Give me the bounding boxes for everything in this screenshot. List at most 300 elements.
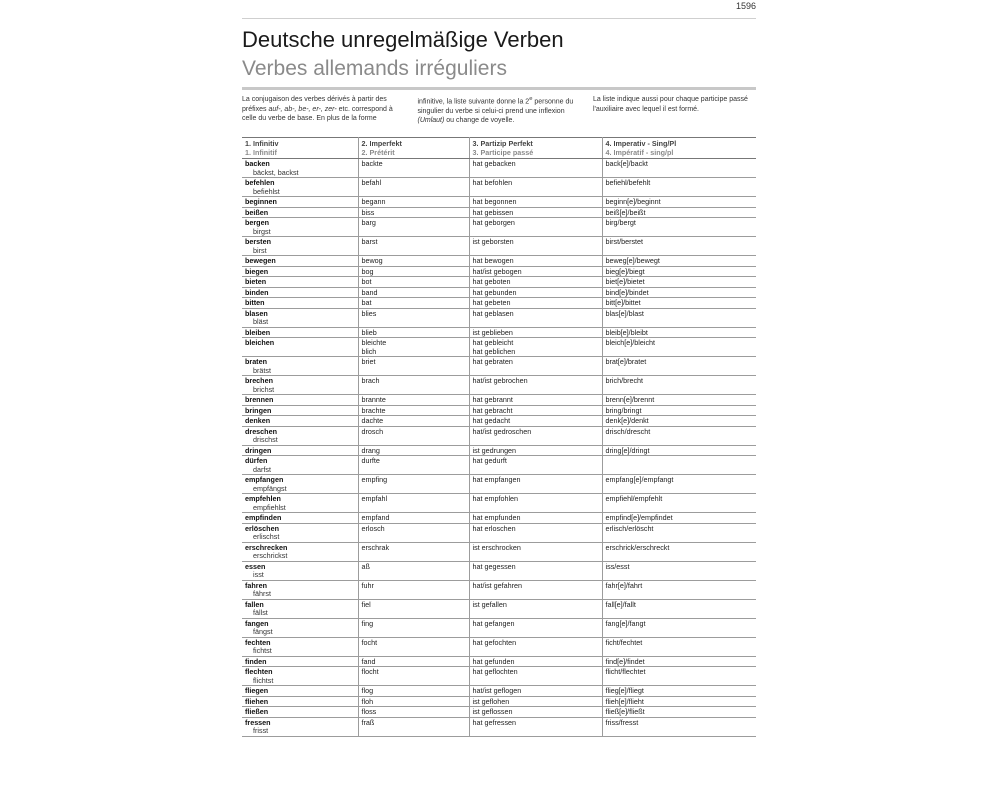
- imperative-form: back[e]/backt: [605, 159, 648, 168]
- infinitive: fressen: [245, 717, 271, 727]
- intro-column-1: [242, 95, 405, 126]
- imperfect-cell: [358, 287, 469, 298]
- imperfect-form: bog: [361, 266, 374, 276]
- imperative-cell: [602, 523, 756, 542]
- imperative-form: birst/berstet: [605, 237, 644, 246]
- imperfect-cell: [358, 667, 469, 686]
- imperfect-cell: [358, 277, 469, 288]
- infinitive-cell: [242, 256, 358, 267]
- participle-form: hat geboten: [472, 277, 511, 286]
- imperative-form: empfang[e]/empfangt: [605, 475, 674, 484]
- intro-text: [242, 95, 756, 126]
- infinitive: dringen: [245, 445, 272, 455]
- imperative-cell: [602, 357, 756, 376]
- imperative-form: fließ[e]/fließt: [605, 707, 645, 716]
- imperfect-form: befahl: [361, 178, 382, 187]
- table-row: [242, 445, 756, 456]
- imperfect-form: blieb: [361, 327, 377, 337]
- imperative-form: brat[e]/bratet: [605, 357, 647, 366]
- table-row: [242, 656, 756, 667]
- infinitive: bieten: [245, 277, 267, 286]
- second-person-form: erlischst: [253, 532, 280, 541]
- imperfect-form: fuhr: [361, 580, 374, 590]
- imperative-form: fall[e]/fallt: [605, 599, 636, 609]
- imperfect-cell: [358, 327, 469, 338]
- imperative-form: brenn[e]/brennt: [605, 395, 655, 404]
- participle-cell: [469, 456, 602, 475]
- verb-table-body: [242, 159, 756, 737]
- infinitive-cell: [242, 580, 358, 599]
- imperfect-form: fraß: [361, 717, 375, 727]
- participle-form: hat gebraten: [472, 357, 513, 366]
- imperfect-form: flog: [361, 686, 374, 695]
- participle-cell: [469, 159, 602, 178]
- imperfect-form: bewog: [361, 256, 383, 265]
- second-person-form: frisst: [253, 726, 269, 735]
- participle-form: hat begonnen: [472, 197, 517, 206]
- intro-superscript: e: [529, 96, 533, 102]
- table-row: [242, 376, 756, 395]
- imperative-form: denk[e]/denkt: [605, 416, 649, 425]
- imperfect-form: bleichte: [361, 338, 387, 347]
- participle-cell: [469, 542, 602, 561]
- imperfect-cell: [358, 405, 469, 416]
- infinitive: essen: [245, 561, 266, 571]
- infinitive-cell: [242, 207, 358, 218]
- imperative-form: birg/bergt: [605, 218, 636, 227]
- imperative-form: iss/esst: [605, 561, 630, 571]
- participle-cell: [469, 405, 602, 416]
- participle-cell: [469, 287, 602, 298]
- participle-cell: [469, 298, 602, 309]
- participle-cell: [469, 618, 602, 637]
- intro-text-segment: La conjugaison des verbes dérivés à partir des préfixes: [242, 96, 387, 113]
- participle-cell: [469, 308, 602, 327]
- participle-form: hat empfunden: [472, 513, 521, 522]
- imperfect-cell: [358, 599, 469, 618]
- second-person-form: darfst: [253, 464, 271, 474]
- second-person-form: bäckst, backst: [253, 167, 299, 177]
- imperfect-form: dachte: [361, 416, 384, 425]
- participle-form: hat/ist gefahren: [472, 580, 523, 590]
- table-row: [242, 207, 756, 218]
- imperative-form: bind[e]/bindet: [605, 287, 649, 297]
- participle-cell: [469, 707, 602, 718]
- participle-form: hat gedacht: [472, 416, 511, 425]
- page-title-german: Deutsche unregelmäßige Verben: [242, 27, 564, 52]
- participle-cell: [469, 637, 602, 656]
- table-row: [242, 416, 756, 427]
- infinitive-cell: [242, 707, 358, 718]
- second-person-form: brätst: [253, 365, 271, 375]
- imperfect-cell: [358, 197, 469, 208]
- column-header-french: 1. Infinitif: [245, 147, 277, 157]
- infinitive: blasen: [245, 308, 268, 318]
- second-person-form: fängst: [253, 627, 273, 636]
- infinitive: binden: [245, 287, 269, 297]
- infinitive: bleiben: [245, 327, 271, 337]
- participle-cell: [469, 376, 602, 395]
- imperative-form: beweg[e]/bewegt: [605, 256, 660, 265]
- table-row: [242, 237, 756, 256]
- infinitive: braten: [245, 357, 267, 366]
- participle-form: hat gebrannt: [472, 395, 513, 404]
- imperative-form: blas[e]/blast: [605, 308, 644, 318]
- infinitive-cell: [242, 197, 358, 208]
- imperfect-form: brach: [361, 376, 380, 385]
- participle-form: hat/ist gebrochen: [472, 376, 528, 385]
- table-row: [242, 475, 756, 494]
- column-header-french: 2. Prétérit: [361, 147, 395, 157]
- participle-form: ist geflohen: [472, 696, 510, 706]
- imperfect-cell: [358, 513, 469, 524]
- imperfect-cell: [358, 395, 469, 406]
- infinitive-cell: [242, 696, 358, 707]
- imperfect-form: brannte: [361, 395, 386, 404]
- participle-form: ist gedrungen: [472, 445, 517, 455]
- imperfect-cell: [358, 426, 469, 445]
- infinitive: flechten: [245, 667, 273, 676]
- table-row: [242, 637, 756, 656]
- imperative-form: beiß[e]/beißt: [605, 207, 646, 217]
- imperative-form: flieh[e]/flieht: [605, 696, 644, 706]
- imperfect-cell: [358, 338, 469, 357]
- infinitive-cell: [242, 445, 358, 456]
- infinitive-cell: [242, 618, 358, 637]
- participle-cell: [469, 395, 602, 406]
- infinitive: fliehen: [245, 696, 269, 706]
- imperative-form: dring[e]/dringt: [605, 445, 650, 455]
- imperative-cell: [602, 376, 756, 395]
- table-row: [242, 717, 756, 736]
- infinitive: biegen: [245, 266, 269, 276]
- participle-form: ist gefallen: [472, 599, 507, 609]
- imperative-cell: [602, 580, 756, 599]
- imperative-cell: [602, 197, 756, 208]
- imperative-cell: [602, 266, 756, 277]
- imperative-cell: [602, 599, 756, 618]
- participle-cell: [469, 237, 602, 256]
- imperfect-cell: [358, 218, 469, 237]
- infinitive: fahren: [245, 580, 267, 590]
- imperative-form: fahr[e]/fahrt: [605, 580, 643, 590]
- table-row: [242, 456, 756, 475]
- imperfect-form: fand: [361, 656, 376, 666]
- participle-cell: [469, 338, 602, 357]
- participle-form: hat gefunden: [472, 656, 515, 666]
- table-row: [242, 178, 756, 197]
- imperative-form: befiehl/befehlt: [605, 178, 651, 187]
- infinitive-cell: [242, 667, 358, 686]
- second-person-form: fichtst: [253, 646, 272, 655]
- imperative-form: bring/bringt: [605, 405, 642, 415]
- participle-cell: [469, 561, 602, 580]
- infinitive-cell: [242, 237, 358, 256]
- imperfect-cell: [358, 237, 469, 256]
- participle-form: hat empfangen: [472, 475, 521, 484]
- participle-form: hat gefangen: [472, 618, 515, 628]
- participle-cell: [469, 426, 602, 445]
- infinitive-cell: [242, 542, 358, 561]
- infinitive-cell: [242, 494, 358, 513]
- imperfect-cell: [358, 298, 469, 309]
- infinitive-cell: [242, 637, 358, 656]
- imperfect-form: erschrak: [361, 542, 390, 552]
- imperative-cell: [602, 542, 756, 561]
- imperfect-form: bat: [361, 298, 372, 307]
- imperfect-form: band: [361, 287, 378, 297]
- participle-cell: [469, 686, 602, 697]
- imperative-cell: [602, 405, 756, 416]
- participle-form: hat bewogen: [472, 256, 514, 265]
- second-person-form: fällst: [253, 608, 268, 617]
- participle-form: hat gebleicht: [472, 338, 514, 347]
- imperfect-form: erlosch: [361, 523, 385, 533]
- participle-form: hat gegessen: [472, 561, 516, 571]
- infinitive: bersten: [245, 237, 271, 246]
- participle-cell: [469, 207, 602, 218]
- infinitive-cell: [242, 599, 358, 618]
- imperative-form: bieg[e]/biegt: [605, 266, 645, 276]
- imperative-cell: [602, 159, 756, 178]
- participle-cell: [469, 580, 602, 599]
- infinitive: empfangen: [245, 475, 284, 484]
- imperative-form: empfind[e]/empfindet: [605, 513, 673, 522]
- imperfect-cell: [358, 256, 469, 267]
- participle-form: hat gebissen: [472, 207, 514, 217]
- imperative-cell: [602, 667, 756, 686]
- imperative-form: find[e]/findet: [605, 656, 645, 666]
- imperative-cell: [602, 207, 756, 218]
- infinitive-cell: [242, 686, 358, 697]
- infinitive-cell: [242, 218, 358, 237]
- table-row: [242, 667, 756, 686]
- participle-form: hat geblasen: [472, 308, 514, 318]
- imperative-form: erschrick/erschreckt: [605, 542, 670, 552]
- imperfect-form: begann: [361, 197, 386, 206]
- infinitive: beginnen: [245, 197, 277, 206]
- intro-text-segment: personne du singulier du verbe si celui-ci prend une inflexion: [417, 98, 574, 115]
- imperfect-form: empfing: [361, 475, 388, 484]
- participle-cell: [469, 696, 602, 707]
- imperative-cell: [602, 717, 756, 736]
- infinitive-cell: [242, 395, 358, 406]
- imperfect-cell: [358, 159, 469, 178]
- table-row: [242, 561, 756, 580]
- infinitive-cell: [242, 327, 358, 338]
- verb-table: [242, 137, 756, 737]
- imperative-cell: [602, 416, 756, 427]
- table-row: [242, 696, 756, 707]
- infinitive: fliegen: [245, 686, 269, 695]
- participle-cell: [469, 218, 602, 237]
- imperative-cell: [602, 696, 756, 707]
- participle-form: ist erschrocken: [472, 542, 521, 552]
- imperative-cell: [602, 395, 756, 406]
- imperfect-cell: [358, 656, 469, 667]
- table-row: [242, 542, 756, 561]
- table-row: [242, 197, 756, 208]
- imperative-cell: [602, 445, 756, 456]
- imperfect-cell: [358, 686, 469, 697]
- participle-form: hat/ist gebogen: [472, 266, 522, 276]
- table-row: [242, 298, 756, 309]
- imperative-form: ficht/fechtet: [605, 637, 643, 647]
- infinitive-cell: [242, 266, 358, 277]
- infinitive-cell: [242, 405, 358, 416]
- imperfect-form: aß: [361, 561, 370, 571]
- table-row: [242, 686, 756, 697]
- participle-form: hat gefressen: [472, 717, 517, 727]
- participle-cell: [469, 256, 602, 267]
- participle-form: hat befohlen: [472, 178, 513, 187]
- participle-cell: [469, 327, 602, 338]
- column-header-german: 2. Imperfekt: [361, 139, 402, 148]
- imperfect-form: drang: [361, 445, 380, 455]
- infinitive-cell: [242, 357, 358, 376]
- participle-cell: [469, 667, 602, 686]
- participle-form: hat geflochten: [472, 667, 518, 676]
- participle-cell: [469, 599, 602, 618]
- imperative-cell: [602, 637, 756, 656]
- second-person-form: bläst: [253, 317, 269, 326]
- infinitive: fangen: [245, 618, 269, 628]
- infinitive-cell: [242, 475, 358, 494]
- imperative-form: brich/brecht: [605, 376, 644, 385]
- participle-cell: [469, 513, 602, 524]
- participle-cell: [469, 445, 602, 456]
- second-person-form: befiehlst: [253, 186, 280, 196]
- imperfect-cell: [358, 523, 469, 542]
- page-title-french: Verbes allemands irréguliers: [242, 57, 507, 80]
- infinitive: fallen: [245, 599, 264, 609]
- imperative-form: flicht/flechtet: [605, 667, 646, 676]
- participle-form: ist geflossen: [472, 707, 513, 716]
- imperative-cell: [602, 256, 756, 267]
- imperfect-cell: [358, 494, 469, 513]
- infinitive-cell: [242, 656, 358, 667]
- participle-form: hat gefochten: [472, 637, 517, 647]
- infinitive: bitten: [245, 298, 265, 307]
- imperative-cell: [602, 656, 756, 667]
- imperative-form: bitt[e]/bittet: [605, 298, 641, 307]
- infinitive: erlöschen: [245, 523, 279, 533]
- intro-column-2: [418, 95, 581, 126]
- imperative-cell: [602, 618, 756, 637]
- second-person-form: erschrickst: [253, 551, 288, 560]
- column-header-german: 1. Infinitiv: [245, 139, 279, 148]
- imperative-cell: [602, 707, 756, 718]
- imperative-cell: [602, 308, 756, 327]
- imperative-form: friss/fresst: [605, 717, 639, 727]
- second-person-form: drischst: [253, 435, 278, 444]
- imperfect-cell: [358, 696, 469, 707]
- intro-text-segment: infinitive, la liste suivante donne la 2: [417, 98, 530, 106]
- imperative-form: flieg[e]/fliegt: [605, 686, 644, 695]
- infinitive: denken: [245, 416, 271, 425]
- imperfect-cell: [358, 542, 469, 561]
- infinitive-cell: [242, 178, 358, 197]
- infinitive: bewegen: [245, 256, 276, 265]
- second-person-form: empfängst: [253, 483, 287, 493]
- imperfect-form: barg: [361, 218, 376, 227]
- second-person-form: empfiehlst: [253, 502, 286, 512]
- infinitive-cell: [242, 523, 358, 542]
- infinitive-cell: [242, 426, 358, 445]
- imperfect-form: fiel: [361, 599, 371, 609]
- infinitive-cell: [242, 456, 358, 475]
- imperfect-cell: [358, 475, 469, 494]
- imperfect-form: empfand: [361, 513, 390, 522]
- column-header-imperfect: [358, 138, 469, 159]
- infinitive: finden: [245, 656, 267, 666]
- infinitive: dreschen: [245, 426, 277, 436]
- imperative-cell: [602, 475, 756, 494]
- table-header-row: [242, 138, 756, 159]
- infinitive-cell: [242, 287, 358, 298]
- top-divider: [242, 18, 756, 19]
- imperative-cell: [602, 513, 756, 524]
- column-header-french: 4. Impératif - sing/pl: [605, 147, 674, 157]
- imperfect-form: barst: [361, 237, 378, 246]
- imperative-cell: [602, 287, 756, 298]
- imperative-form: drisch/drescht: [605, 426, 651, 436]
- participle-cell: [469, 277, 602, 288]
- table-row: [242, 256, 756, 267]
- infinitive: empfinden: [245, 513, 282, 522]
- participle-form: hat gebracht: [472, 405, 513, 415]
- participle-form-alt: hat geblichen: [472, 346, 516, 356]
- participle-cell: [469, 717, 602, 736]
- participle-form: hat gebacken: [472, 159, 516, 168]
- infinitive: bergen: [245, 218, 269, 227]
- imperative-form: beginn[e]/beginnt: [605, 197, 661, 206]
- imperfect-cell: [358, 580, 469, 599]
- participle-form: hat geborgen: [472, 218, 515, 227]
- participle-form: hat gedurft: [472, 456, 507, 465]
- imperfect-cell: [358, 456, 469, 475]
- infinitive: fließen: [245, 707, 269, 716]
- table-row: [242, 580, 756, 599]
- participle-cell: [469, 494, 602, 513]
- table-row: [242, 357, 756, 376]
- infinitive-cell: [242, 416, 358, 427]
- imperfect-form: brachte: [361, 405, 386, 415]
- participle-cell: [469, 416, 602, 427]
- participle-form: hat empfohlen: [472, 494, 519, 503]
- table-row: [242, 513, 756, 524]
- column-header-german: 3. Partizip Perfekt: [472, 139, 533, 148]
- imperative-cell: [602, 298, 756, 309]
- imperative-form: bleich[e]/bleicht: [605, 338, 656, 347]
- infinitive: beißen: [245, 207, 269, 217]
- imperfect-cell: [358, 357, 469, 376]
- imperative-cell: [602, 561, 756, 580]
- second-person-form: birst: [253, 245, 267, 255]
- infinitive-cell: [242, 376, 358, 395]
- imperfect-cell: [358, 707, 469, 718]
- imperative-form: biet[e]/bietet: [605, 277, 645, 286]
- second-person-form: isst: [253, 570, 264, 579]
- participle-cell: [469, 656, 602, 667]
- imperative-form: empfiehl/empfehlt: [605, 494, 663, 503]
- table-row: [242, 405, 756, 416]
- imperative-cell: [602, 686, 756, 697]
- imperfect-form: drosch: [361, 426, 384, 436]
- imperfect-form: bot: [361, 277, 372, 286]
- imperfect-form: floss: [361, 707, 377, 716]
- imperative-cell: [602, 237, 756, 256]
